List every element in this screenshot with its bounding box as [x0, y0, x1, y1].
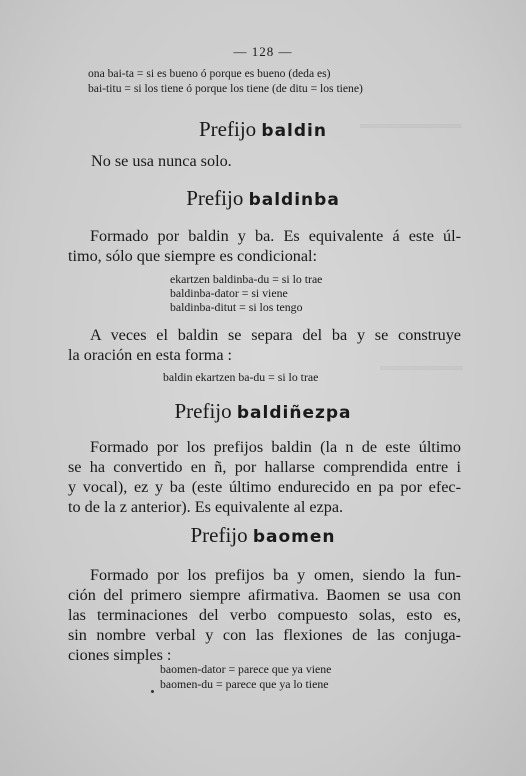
- paragraph-line: Formado por los prefijos ba y omen, siendo la fun-: [90, 566, 461, 584]
- paragraph-line: timo, sólo que siempre es condicional:: [68, 247, 318, 265]
- heading-term: baomen: [252, 527, 336, 547]
- paragraph-line: y vocal), ez y ba (este último endurecido en pa por efec-: [68, 478, 461, 496]
- paragraph-line: sin nombre verbal y con las flexiones de las conjuga-: [68, 626, 461, 644]
- paragraph-line: A veces el baldin se separa del ba y se construye: [90, 326, 461, 344]
- paragraph-line: to de la z anterior). Es equivalente al ezpa.: [68, 498, 344, 516]
- heading-term: baldiñezpa: [236, 403, 352, 423]
- section-heading: [0, 399, 526, 424]
- paragraph-line: Formado por baldin y ba. Es equivalente á este úl-: [90, 227, 461, 245]
- text-line: ona bai-ta = si es bueno ó porque es bueno (deda es): [88, 67, 331, 80]
- heading-prefix: Prefijo: [199, 117, 257, 141]
- heading-prefix: Prefijo: [190, 523, 248, 547]
- paragraph-line: Formado por los prefijos baldin (la n de este último: [90, 438, 461, 456]
- ink-speck: [151, 690, 154, 693]
- example-line: baldinba-dator = si viene: [170, 286, 288, 300]
- paragraph-line: se ha convertido en ñ, por hallarse comprendida entre i: [68, 458, 461, 476]
- heading-term: baldin: [261, 121, 327, 141]
- section-heading: [0, 186, 526, 211]
- paragraph-line: ción del primero siempre afirmativa. Baomen se usa con: [68, 586, 461, 604]
- example-line: baldinba-ditut = si los tengo: [170, 300, 303, 314]
- paragraph-line: No se usa nunca solo.: [91, 152, 232, 170]
- heading-prefix: Prefijo: [174, 399, 232, 423]
- show-through: ═══════════: [360, 118, 462, 133]
- paragraph-line: la oración en esta forma :: [68, 346, 233, 364]
- example-line: baomen-du = parece que ya lo tiene: [160, 677, 329, 691]
- text-line: bai-titu = si los tiene ó porque los tiene (de ditu = los tiene): [88, 82, 363, 95]
- paragraph-line: ciones simples :: [68, 646, 172, 664]
- page-number: — 128 —: [233, 44, 293, 59]
- section-heading: [0, 117, 526, 142]
- example-line: baldin ekartzen ba-du = si lo trae: [163, 370, 319, 384]
- section-heading: [0, 523, 526, 548]
- heading-prefix: Prefijo: [186, 186, 244, 210]
- show-through: ═════════: [380, 360, 463, 375]
- heading-term: baldinba: [248, 190, 340, 210]
- example-line: baomen-dator = parece que ya viene: [160, 662, 332, 676]
- example-line: ekartzen baldinba-du = si lo trae: [170, 272, 323, 286]
- paragraph-line: las terminaciones del verbo compuesto solas, esto es,: [68, 606, 461, 624]
